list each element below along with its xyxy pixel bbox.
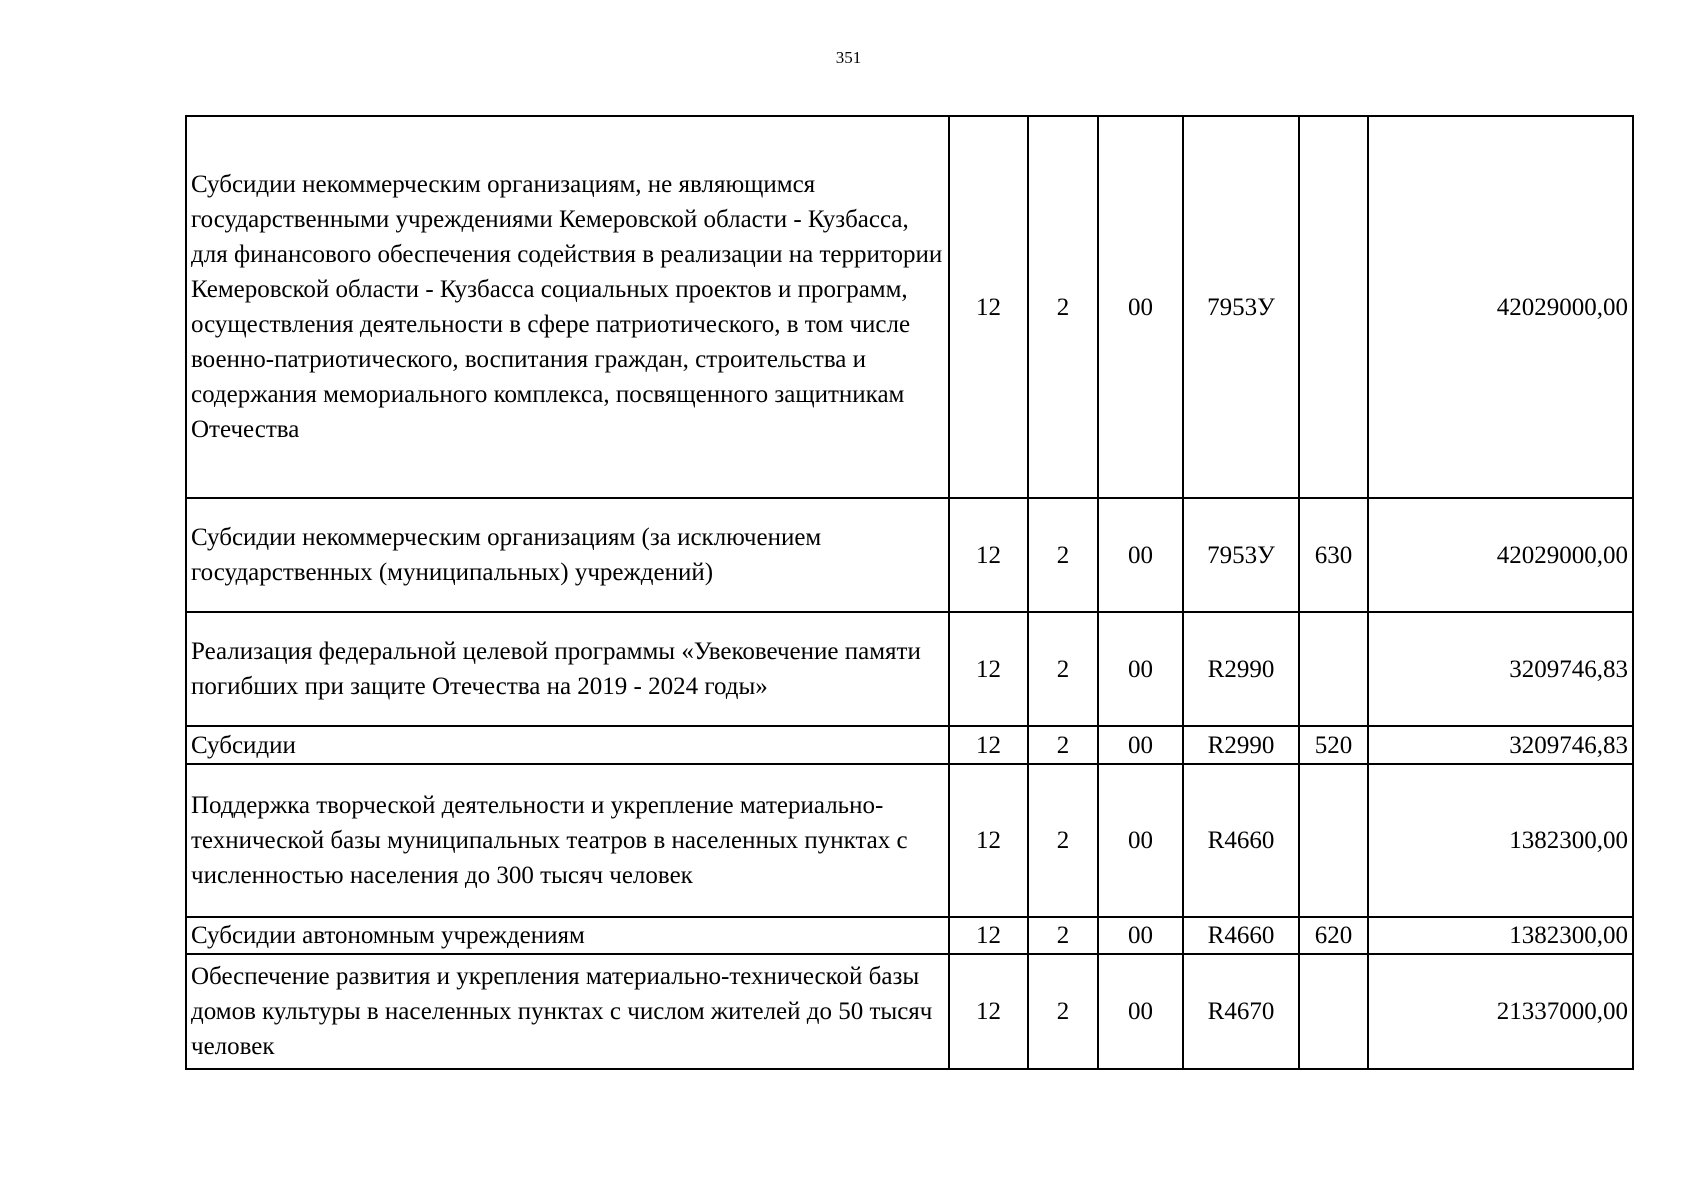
row-code-2: 2	[1028, 116, 1098, 498]
row-code-3: 00	[1098, 498, 1183, 612]
row-name: Субсидии	[186, 726, 949, 764]
row-name: Субсидии некоммерческим организациям, не являющимся государственными учреждениями Кемеровской области - Кузбасса, для финансового обеспечения содействия в реализации на территории Кемеровской области - Кузбасса социальных проектов и программ, осуществления деятельности в сфере патриотического, в том числе военно-патриотического, воспитания граждан, строительства и содержания мемориального комплекса, посвященного защитникам Отечества	[186, 116, 949, 498]
row-code-1: 12	[949, 954, 1028, 1069]
page-number: 351	[835, 48, 862, 67]
row-code-1: 12	[949, 726, 1028, 764]
row-amount: 3209746,83	[1368, 612, 1633, 726]
row-code-5: 520	[1299, 726, 1368, 764]
table-row	[186, 917, 1633, 954]
row-code-5: 630	[1299, 498, 1368, 612]
row-code-3: 00	[1098, 764, 1183, 917]
table-row	[186, 726, 1633, 764]
row-code-2: 2	[1028, 498, 1098, 612]
row-code-3: 00	[1098, 954, 1183, 1069]
row-code-3: 00	[1098, 116, 1183, 498]
row-code-2: 2	[1028, 954, 1098, 1069]
row-amount: 1382300,00	[1368, 917, 1633, 954]
row-name: Реализация федеральной целевой программы «Увековечение памяти погибших при защите Отечества на 2019 - 2024 годы»	[186, 612, 949, 726]
table-row	[186, 764, 1633, 917]
row-code-2: 2	[1028, 612, 1098, 726]
table-row	[186, 116, 1633, 498]
row-code-5: 620	[1299, 917, 1368, 954]
row-code-2: 2	[1028, 764, 1098, 917]
row-code-5	[1299, 764, 1368, 917]
row-code-1: 12	[949, 498, 1028, 612]
row-code-5	[1299, 612, 1368, 726]
row-code-2: 2	[1028, 917, 1098, 954]
row-code-4: R2990	[1183, 612, 1299, 726]
row-amount: 21337000,00	[1368, 954, 1633, 1069]
row-name: Субсидии автономным учреждениям	[186, 917, 949, 954]
row-code-1: 12	[949, 612, 1028, 726]
row-code-2: 2	[1028, 726, 1098, 764]
row-code-3: 00	[1098, 726, 1183, 764]
row-name: Субсидии некоммерческим организациям (за исключением государственных (муниципальных) учреждений)	[186, 498, 949, 612]
row-code-1: 12	[949, 764, 1028, 917]
row-amount: 42029000,00	[1368, 116, 1633, 498]
table-row	[186, 498, 1633, 612]
table-row	[186, 954, 1633, 1069]
budget-table	[185, 115, 1634, 1070]
row-code-3: 00	[1098, 917, 1183, 954]
row-amount: 1382300,00	[1368, 764, 1633, 917]
row-code-1: 12	[949, 917, 1028, 954]
row-name: Обеспечение развития и укрепления материально-технической базы домов культуры в населенных пунктах с числом жителей до 50 тысяч человек	[186, 954, 949, 1069]
row-code-3: 00	[1098, 612, 1183, 726]
row-code-4: R4660	[1183, 764, 1299, 917]
row-code-5	[1299, 116, 1368, 498]
row-name: Поддержка творческой деятельности и укрепление материально-технической базы муниципальных театров в населенных пунктах с численностью населения до 300 тысяч человек	[186, 764, 949, 917]
row-code-4: R4660	[1183, 917, 1299, 954]
row-code-4: 7953У	[1183, 116, 1299, 498]
row-code-4: R2990	[1183, 726, 1299, 764]
table-row	[186, 612, 1633, 726]
row-code-1: 12	[949, 116, 1028, 498]
row-code-5	[1299, 954, 1368, 1069]
row-amount: 3209746,83	[1368, 726, 1633, 764]
row-code-4: R4670	[1183, 954, 1299, 1069]
row-amount: 42029000,00	[1368, 498, 1633, 612]
row-code-4: 7953У	[1183, 498, 1299, 612]
